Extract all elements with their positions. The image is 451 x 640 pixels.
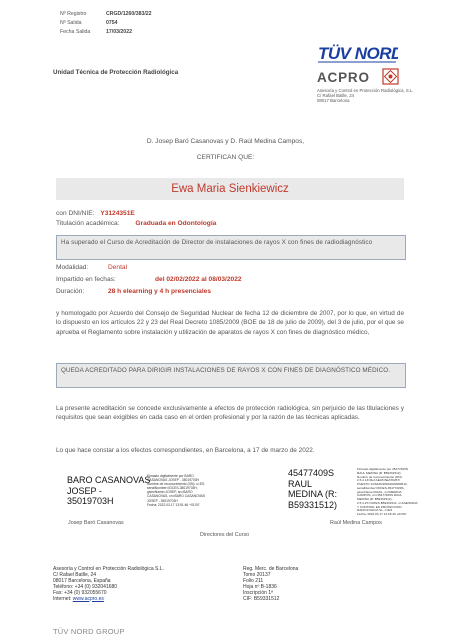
- modality-value: Dental: [108, 264, 128, 271]
- dates-value-wrap: [155, 276, 242, 283]
- right-signer-name: Raúl Medina Campos: [330, 520, 382, 526]
- dates-field: [56, 276, 116, 283]
- dni-label: con DNI/NIE:: [56, 210, 95, 217]
- registry-label: Nº Registro: [60, 11, 87, 17]
- directors-line: D. Josep Baró Casanovas y D. Raúl Medina Campos,: [146, 138, 305, 145]
- exit-number-row: [60, 20, 118, 26]
- exit-date-row: [60, 29, 132, 35]
- left-signature-detail: CASANOVAS JOSEP - 35019703H: [147, 478, 199, 483]
- accredited-text: QUEDA ACREDITADO PARA DIRIGIR INSTALACIONES DE RAYOS X CON FINES DE DIAGNÓSTICO MÉDICO.: [61, 367, 391, 374]
- scope-paragraph: La presente acreditación se concede exclusivamente a efectos de protección radiológica, sin perjuicio de las titulaciones y requisitos que sean exigibles en cada caso en el orden profesional y por la razón de las técnicas aplicadas.: [56, 405, 404, 422]
- acpro-address: [317, 88, 414, 103]
- right-signature-detail: PUESTO 1/26436/29042020080512,: [357, 482, 408, 486]
- modality-field: [56, 264, 88, 271]
- left-signature-detail: CASANOVAS, cn=BARO CASANOVAS: [147, 494, 206, 499]
- acpro-address-line: 08017 Barcelona: [317, 98, 350, 103]
- course-text: Ha superado el Curso de Acreditación de Director de instalaciones de rayos X con fines de radiodiagnóstico: [61, 239, 373, 246]
- regulation-paragraph: y homologado por Acuerdo del Consejo de Seguridad Nuclear de fecha 12 de diciembre de 2007, por lo que, en virtud de lo dispuesto en los artículos 22 y 23 del Real Decreto 1085/2009 (BOE de 18 de julio de 2009), del 3 de julio, por el que se aprueba el Reglamento sobre instalación y utilización de aparatos de rayos X con fines de diagnóstico médico,: [56, 310, 404, 336]
- right-signature-name-block: [288, 468, 337, 510]
- course-box: [56, 235, 406, 260]
- right-signature-detail: 2.5.4.97=VATES-B59331512, o=ASESORIA: [357, 500, 418, 505]
- left-signature-name-block: [67, 475, 150, 507]
- acpro-logo-text: ACPRO: [317, 70, 370, 85]
- title-field: [56, 220, 216, 227]
- tuv-nord-group-brand: TÜV NORD GROUP: [53, 627, 125, 636]
- right-signature-detail: RADIOLOGICA SL, c=ES: [357, 508, 393, 513]
- right-signature-detail: Fecha: 2022.03.17 14:18:30 +01'00': [357, 512, 407, 516]
- right-signature-detail: givenName=RAUL, sn=MEDINA: [357, 489, 402, 494]
- right-signature-line: 45477409S: [288, 468, 335, 478]
- right-signature-detail: RAUL MEDINA (R: B59331512): [357, 470, 401, 475]
- left-signer-name: Josep Baró Casanovas: [68, 520, 124, 526]
- footer-registry-line: Inscripción 1ª: [243, 589, 273, 596]
- left-signature-detail: Firmado digitalmente por BARO: [147, 474, 194, 478]
- acpro-address-line: C/ Rafael Batlle, 24: [317, 93, 355, 98]
- footer-registry: [243, 567, 298, 602]
- tuv-nord-logo: [318, 42, 398, 69]
- right-signature-detail: CAMPOS, cn=45477409S RAUL: [357, 493, 403, 498]
- acpro-address-line: Asesoría y Control en Protección Radiológica, S.L.: [317, 88, 414, 93]
- registry-value: CRGD/1260/383/22: [106, 11, 152, 17]
- right-signature-line: MEDINA (R:: [288, 489, 338, 499]
- right-signature-detail: serialNumber=IDCES-45477409S,: [357, 485, 405, 490]
- left-signature-line: 35019703H: [67, 496, 114, 506]
- left-signature-detail: Nombre de reconocimiento (DN): c=ES,: [147, 482, 206, 487]
- footer-company: [53, 567, 164, 602]
- left-signature-detail: Fecha: 2022.03.17 13:51:46 +01'00': [147, 502, 200, 507]
- left-signature-details: [147, 474, 205, 507]
- modality-label: Modalidad:: [56, 264, 89, 271]
- closing-paragraph: Lo que hace constar a los efectos correspondientes, en Barcelona, a 17 de marzo de 2022.: [56, 447, 315, 454]
- right-signature-detail: Nombre de reconocimiento (DN):: [357, 474, 403, 479]
- exit-number-label: Nº Salida: [60, 20, 82, 26]
- left-signature-line: JOSEP -: [67, 485, 102, 496]
- unit-title: Unidad Técnica de Protección Radiológica: [53, 69, 179, 76]
- registry-row: [60, 11, 152, 17]
- left-signature-detail: serialNumber=IDCES-35019703H,: [147, 486, 198, 491]
- right-signature-detail: MEDINA (R: B59331512),: [357, 497, 393, 501]
- right-signature-detail: 2.5.4.13=Ref:AEAT/AEAT0267/: [357, 478, 400, 483]
- footer-registry-line: Tomo 20137: [243, 571, 271, 578]
- dni-value: Y3124351E: [100, 210, 135, 217]
- footer-website-link[interactable]: www.acpro.es: [72, 595, 104, 602]
- footer-line: 08017 Barcelona, España: [53, 577, 111, 584]
- left-signature-detail: givenName=JOSEP, sn=BARO: [147, 490, 193, 495]
- dates-value: del 02/02/2022 al 08/03/2022: [155, 276, 242, 283]
- signatures-caption: Directores del Curso: [200, 532, 250, 538]
- duration-value-wrap: [108, 288, 211, 295]
- exit-number-value: 0754: [106, 20, 118, 26]
- dates-label: Impartido en fechas:: [56, 276, 116, 283]
- duration-field: [56, 288, 84, 295]
- right-signature-details: [357, 468, 418, 517]
- certify-heading: CERTIFICAN QUE:: [196, 154, 255, 161]
- duration-value: 28 h elearning y 4 h presenciales: [108, 288, 211, 295]
- right-signature-line: RAUL: [288, 478, 313, 489]
- left-signature-detail: JOSEP - 35019703H: [147, 498, 178, 503]
- footer-internet-label: Internet:: [53, 595, 72, 602]
- tuv-logo-text: TÜV NORD: [318, 44, 398, 63]
- accredited-box: [56, 363, 406, 388]
- footer-internet-row: [53, 597, 164, 603]
- modality-value-wrap: [108, 264, 127, 271]
- footer-registry-line: CIF: B59331512: [243, 595, 280, 602]
- dni-field: [56, 210, 135, 217]
- footer-line: Fax: +34 (0) 932055670: [53, 589, 107, 596]
- title-value: Graduada en Odontología: [135, 220, 217, 227]
- duration-label: Duración:: [56, 288, 85, 295]
- left-signature-line: BARO CASANOVAS: [67, 475, 151, 485]
- exit-date-value: 17/03/2022: [106, 29, 132, 35]
- footer-registry-line: Hoja nº B-1836: [243, 583, 277, 590]
- right-signature-detail: Y CONTROL EN PROTECCION: [357, 504, 402, 509]
- exit-date-label: Fecha Salida: [60, 29, 91, 35]
- radiation-seal-icon: [383, 69, 398, 84]
- footer-line: Teléfono: +34 (0) 932041680: [53, 583, 118, 590]
- right-signature-line: B59331512): [288, 499, 338, 510]
- footer-line: Asesoría y Control en Protección Radiológica S.L.: [53, 566, 164, 572]
- title-label: Titulación académica:: [56, 220, 120, 227]
- footer-line: C/ Rafael Batlle, 24: [53, 571, 97, 578]
- footer-registry-line: Folio 211: [243, 577, 264, 584]
- recipient-name: Ewa Maria Sienkiewicz: [56, 178, 404, 200]
- right-signature-detail: Firmado digitalmente por 45477409S: [357, 467, 408, 471]
- footer-registry-line: Reg. Merc. de Barcelona: [243, 566, 299, 572]
